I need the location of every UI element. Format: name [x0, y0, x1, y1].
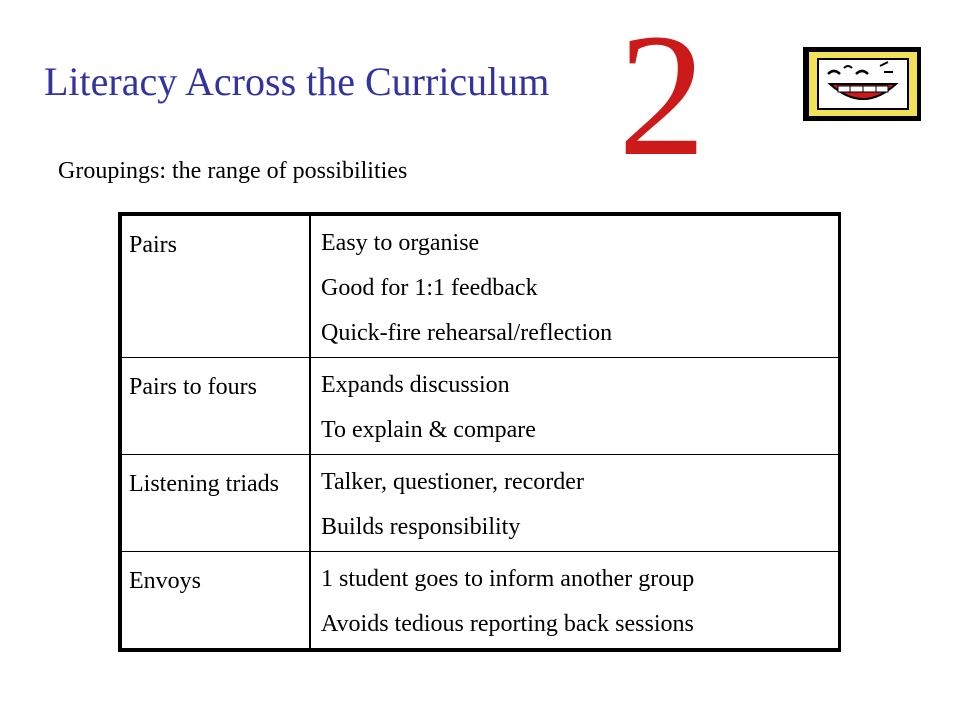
- description-line: Builds responsibility: [321, 514, 521, 540]
- description-line: Quick-fire rehearsal/reflection: [321, 320, 613, 346]
- table-row: [120, 358, 840, 455]
- description-line: To explain & compare: [321, 417, 536, 443]
- description-line: Easy to organise: [321, 230, 480, 256]
- grouping-description: [310, 455, 840, 552]
- grouping-description: [310, 358, 840, 455]
- grouping-description: [310, 214, 840, 358]
- table-row: [120, 214, 840, 358]
- grouping-label: Pairs to fours: [120, 358, 310, 455]
- grouping-description: [310, 552, 840, 651]
- description-line: Avoids tedious reporting back sessions: [321, 611, 694, 637]
- slide-subtitle: Groupings: the range of possibilities: [58, 158, 408, 184]
- table-row: [120, 552, 840, 651]
- slide-number: 2: [618, 0, 706, 193]
- grouping-label: Pairs: [120, 214, 310, 358]
- description-line: Good for 1:1 feedback: [321, 275, 538, 301]
- laughing-face-icon: [800, 44, 924, 124]
- description-line: 1 student goes to inform another group: [321, 566, 695, 592]
- grouping-label: Listening triads: [120, 455, 310, 552]
- table-row: [120, 455, 840, 552]
- description-line: Expands discussion: [321, 372, 510, 398]
- grouping-label: Envoys: [120, 552, 310, 651]
- slide-title: Literacy Across the Curriculum: [44, 59, 550, 104]
- groupings-table: [118, 212, 841, 652]
- description-line: Talker, questioner, recorder: [321, 469, 584, 495]
